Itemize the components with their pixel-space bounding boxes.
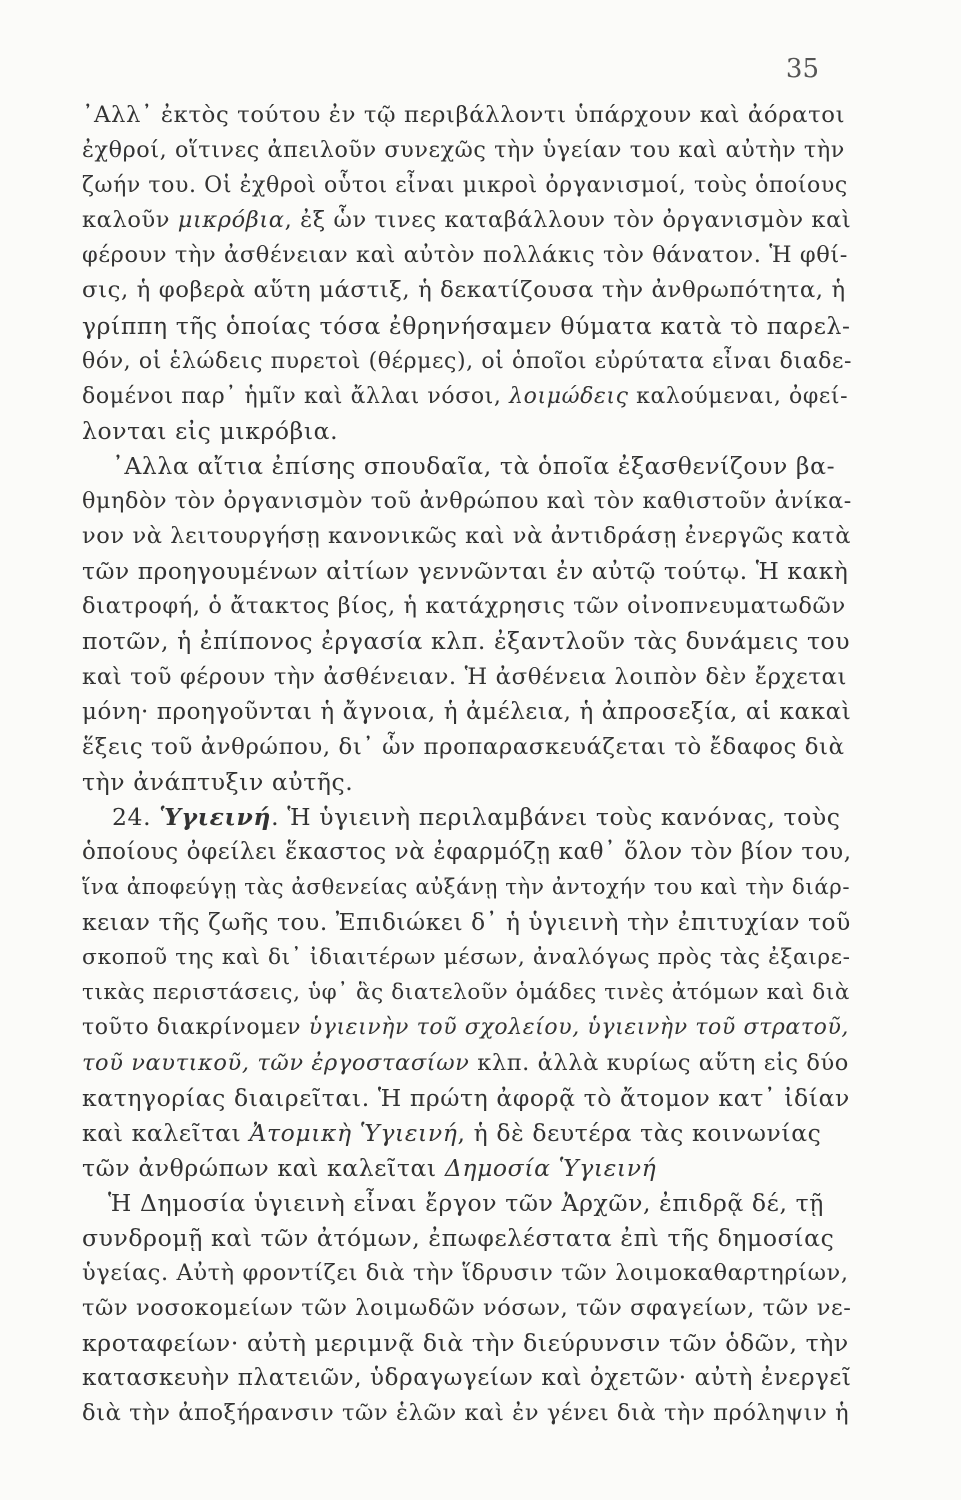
- text-line: ᾽Αλλ᾽ ἐκτὸς τούτου ἐν τῷ περιβάλλοντι ὑπάρχουν καὶ ἀόρατοι: [82, 102, 846, 128]
- text-line: γρίππη τῆς ὁποίας τόσα ἐθρηνήσαμεν θύματα κατὰ τὸ παρελ-: [82, 311, 851, 340]
- text-line: ποτῶν, ἡ ἐπίπονος ἐργασία κλπ. ἐξαντλοῦν τὰς δυνάμεις του: [82, 627, 851, 656]
- text-line: συνδρομῇ καὶ τῶν ἀτόμων, ἐπωφελέστατα ἐπὶ τῆς δημοσίας: [82, 1224, 835, 1252]
- text-line: θμηδὸν τὸν ὀργανισμὸν τοῦ ἀνθρώπου καὶ τὸν καθιστοῦν ἀνίκα-: [82, 488, 852, 515]
- text-line: τοῦτο διακρίνομεν ὑγιεινὴν τοῦ σχολείου, ὑγιεινὴν τοῦ στρατοῦ,: [82, 1015, 850, 1041]
- text-line: τοῦ ναυτικοῦ, τῶν ἐργοστασίων κλπ. ἀλλὰ κυρίως αὕτη εἰς δύο: [82, 1049, 849, 1076]
- text-line: ὁποίους ὀφείλει ἕκαστος νὰ ἐφαρμόζῃ καθ᾽ ὅλον τὸν βίον του,: [82, 838, 852, 865]
- text-line: ἵνα ἀποφεύγῃ τὰς ἀσθενείας αὐξάνῃ τὴν ἀντοχήν του καὶ τὴν διάρ-: [82, 875, 851, 901]
- italic-term: Ἀτομικὴ Ὑγιεινή: [249, 1118, 458, 1147]
- text-line: τῶν προηγουμένων αἰτίων γεννῶνται ἐν αὐτῷ τούτῳ. Ἡ κακὴ: [82, 558, 849, 586]
- italic-term: ὑγιεινὴν τοῦ σχολείου, ὑγιεινὴν τοῦ στρατοῦ,: [308, 1015, 850, 1041]
- text-line: καλοῦν μικρόβια, ἐξ ὧν τινες καταβάλλουν τὸν ὀργανισμὸν καὶ: [82, 207, 852, 234]
- text-line: κροταφείων· αὐτὴ μεριμνᾷ διὰ τὴν διεύρυνσιν τῶν ὁδῶν, τὴν: [82, 1329, 849, 1358]
- text-line: τῶν νοσοκομείων τῶν λοιμωδῶν νόσων, τῶν σφαγείων, τῶν νε-: [82, 1295, 852, 1322]
- text-line: τικὰς περιστάσεις, ὑφ᾽ ἃς διατελοῦν ὁμάδες τινὲς ἀτόμων καὶ διὰ: [82, 980, 850, 1006]
- text-line: μόνη· προηγοῦνται ἡ ἄγνοια, ἡ ἀμέλεια, ἡ ἀπροσεξία, αἱ κακαὶ: [82, 698, 852, 725]
- text-line: θόν, οἱ ἑλώδεις πυρετοὶ (θέρμες), οἱ ὁποῖοι εὐρύτατα εἶναι διαδε-: [82, 348, 853, 374]
- text-line: κατασκευὴν πλατειῶν, ὑδραγωγείων καὶ ὀχετῶν· αὐτὴ ἐνεργεῖ: [82, 1365, 852, 1392]
- italic-term: Δημοσία Ὑγιεινή: [444, 1153, 657, 1182]
- page-number: 35: [785, 54, 819, 84]
- italic-term: τοῦ ναυτικοῦ, τῶν ἐργοστασίων: [82, 1049, 470, 1076]
- italic-term: μικρόβια: [177, 207, 285, 234]
- text-line: διὰ τὴν ἀποξήρανσιν τῶν ἑλῶν καὶ ἐν γένει διὰ τὴν πρόληψιν ἡ: [82, 1400, 850, 1427]
- text-line: τῶν ἀνθρώπων καὶ καλεῖται Δημοσία Ὑγιεινή: [82, 1153, 657, 1182]
- paragraph-start-line: Ἡ Δημοσία ὑγιεινὴ εἶναι ἔργον τῶν Ἀρχῶν, ἐπιδρᾷ δέ, τῇ: [108, 1188, 824, 1217]
- section-heading-line: 24. Ὑγιεινή. Ἡ ὑγιεινὴ περιλαμβάνει τοὺς κανόνας, τοὺς: [112, 802, 841, 831]
- text-line: κειαν τῆς ζωῆς του. Ἐπιδιώκει δ᾽ ἡ ὑγιεινὴ τὴν ἐπιτυχίαν τοῦ: [82, 909, 851, 937]
- text-line: φέρουν τὴν ἀσθένειαν καὶ αὐτὸν πολλάκις τὸν θάνατον. Ἡ φθί-: [82, 242, 849, 269]
- text-line: καὶ τοῦ φέρουν τὴν ἀσθένειαν. Ἡ ἀσθένεια λοιπὸν δὲν ἔρχεται: [82, 663, 848, 690]
- text-line: ζωήν του. Οἱ ἐχθροὶ οὗτοι εἶναι μικροὶ ὀργανισμοί, τοὺς ὁποίους: [82, 173, 848, 199]
- body-text: [82, 98, 852, 1432]
- text-line: δομένοι παρ᾽ ἡμῖν καὶ ἄλλαι νόσοι, λοιμώδεις καλούμεναι, ὀφεί-: [82, 383, 849, 409]
- text-line: νον νὰ λειτουργήσῃ κανονικῶς καὶ νὰ ἀντιδράσῃ ἐνεργῶς κατὰ: [82, 523, 852, 550]
- text-line: σκοποῦ της καὶ δι᾽ ἰδιαιτέρων μέσων, ἀναλόγως πρὸς τὰς ἐξαιρε-: [82, 945, 851, 971]
- text-line: ἕξεις τοῦ ἀνθρώπου, δι᾽ ὧν προπαρασκευάζεται τὸ ἔδαφος διὰ: [82, 733, 845, 760]
- paragraph-start-line: ᾽Αλλα αἴτια ἐπίσης σπουδαῖα, τὰ ὁποῖα ἐξασθενίζουν βα-: [112, 451, 836, 480]
- section-title: Ὑγιεινή: [159, 802, 272, 831]
- text-line: ἐχθροί, οἵτινες ἀπειλοῦν συνεχῶς τὴν ὑγείαν του καὶ αὐτὴν τὴν: [82, 137, 845, 164]
- text-line: διατροφή, ὁ ἄτακτος βίος, ἡ κατάχρησις τῶν οἰνοπνευματωδῶν: [82, 593, 846, 620]
- text-line: σις, ἡ φοβερὰ αὕτη μάστιξ, ἡ δεκατίζουσα τὴν ἀνθρωπότητα, ἡ: [82, 277, 846, 304]
- text-line: λονται εἰς μικρόβια.: [82, 416, 339, 445]
- text-line: κατηγορίας διαιρεῖται. Ἡ πρώτη ἀφορᾷ τὸ ἄτομον κατ᾽ ἰδίαν: [82, 1083, 850, 1112]
- text-line: τὴν ἀνάπτυξιν αὐτῆς.: [82, 767, 354, 796]
- italic-term: λοιμώδεις: [509, 383, 629, 409]
- text-line: ὑγείας. Αὐτὴ φροντίζει διὰ τὴν ἵδρυσιν τῶν λοιμοκαθαρτηρίων,: [82, 1260, 849, 1287]
- text-line: καὶ καλεῖται Ἀτομικὴ Ὑγιεινή, ἡ δὲ δευτέρα τὰς κοινωνίας: [82, 1118, 822, 1147]
